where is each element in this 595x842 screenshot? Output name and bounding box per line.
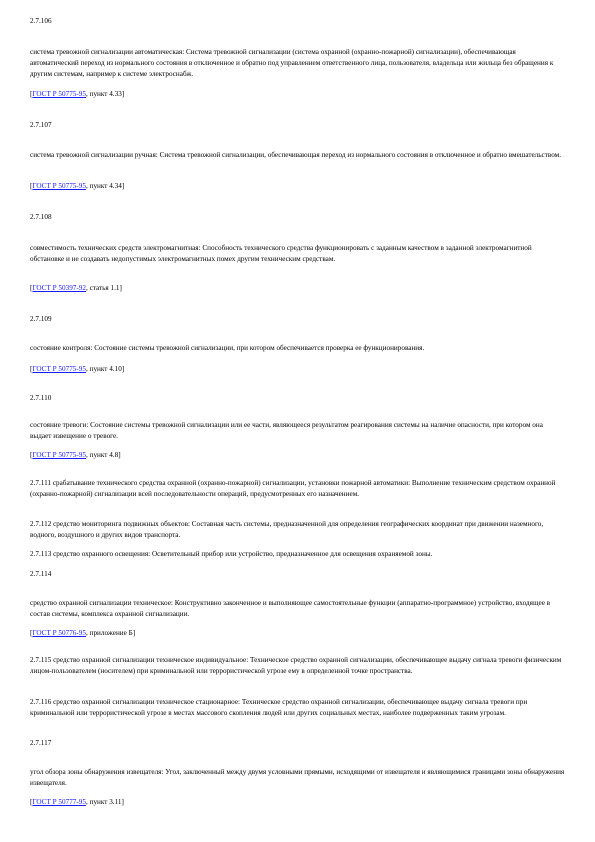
gost-link[interactable]: ГОСТ Р 50776-95 xyxy=(32,629,86,637)
reference-tail: , пункт 4.33] xyxy=(86,90,125,98)
entry-definition: 2.7.116 средство охранной сигнализации техническое стационарное: Техническое средство охранной сигнализации, обеспечивающее выдачу сигнала тревоги при криминальной или террористической угрозе в местах массового скопления людей или других социальных местах, наиболее подверженных таким угрозам. xyxy=(30,698,528,717)
reference-tail: , приложение Б] xyxy=(86,629,136,637)
reference-tail: , пункт 4.8] xyxy=(86,451,121,459)
entry-definition: состояние тревоги: Состояние системы тревожной сигнализации или ее части, являющееся результатом реагирования системы на наличие опасности, при котором она выдает извещение о тревоге. xyxy=(30,421,543,440)
entry-definition: 2.7.113 средство охранного освещения: Осветительный прибор или устройство, предназначенное для освещения охраняемой зоны. xyxy=(30,550,433,558)
reference-tail: , пункт 4.10] xyxy=(86,365,125,373)
entry-definition: система тревожной сигнализации автоматическая: Система тревожной сигнализации (система охранной (охранно-пожарной) сигнализации), обеспечивающая автоматический переход из нормального состояния в отключенное и обратно под управлением ответственного лица, пользователя, владельца или жильца без обращения к другим системам, например к системе электроснабж. xyxy=(30,48,554,78)
source-reference: [ГОСТ Р 50775-95, пункт 4.34] xyxy=(30,182,125,190)
reference-tail: , пункт 4.34] xyxy=(86,182,125,190)
source-reference: [ГОСТ Р 50777-95, пункт 3.11] xyxy=(30,798,124,806)
gost-link[interactable]: ГОСТ Р 50775-95 xyxy=(32,182,86,190)
gost-link[interactable]: ГОСТ Р 50775-95 xyxy=(32,451,86,459)
source-reference: [ГОСТ Р 50397-92, статья 1.1] xyxy=(30,284,122,292)
entry-definition: средство охранной сигнализации техническое: Конструктивно законченное и выполняющее самостоятельные функции (аппаратно-программное) устройство, входящее в состав системы, комплекса охранной сигнализации. xyxy=(30,599,551,618)
gost-link[interactable]: ГОСТ Р 50397-92 xyxy=(32,284,86,292)
entry-definition: 2.7.111 срабатывание технического средства охранной (охранно-пожарной) сигнализации, установки пожарной автоматики: Выполнение техническим средством охранной (охранно-пожарной) сигнализации всей последовательности операций, предусмотренных его назначением. xyxy=(30,479,556,498)
entry-number: 2.7.117 xyxy=(30,739,52,747)
entry-definition: система тревожной сигнализации ручная: Система тревожной сигнализации, обеспечивающая переход из нормального состояния в отключенное и обратно вмешательством. xyxy=(30,151,561,159)
entry-definition: состояние контроля: Состояние системы тревожной сигнализации, при котором обеспечивается проверка ее функционирования. xyxy=(30,344,425,352)
entry-definition: совместимость технических средств электромагнитная: Способность технического средства функционировать с заданным качеством в заданной электромагнитной обстановке и не создавать недопустимых электромагнитных помех другим техническим средствам. xyxy=(30,244,532,263)
entry-number: 2.7.106 xyxy=(30,17,52,25)
entry-definition: 2.7.112 средство мониторинга подвижных объектов: Составная часть системы, предназначенной для определения географических координат при движении наземного, водного, воздушного и других видов транспорта. xyxy=(30,520,544,539)
reference-tail: , пункт 3.11] xyxy=(86,798,124,806)
entry-number: 2.7.114 xyxy=(30,570,52,578)
entry-number: 2.7.108 xyxy=(30,213,52,221)
source-reference: [ГОСТ Р 50775-95, пункт 4.10] xyxy=(30,365,125,373)
gost-link[interactable]: ГОСТ Р 50775-95 xyxy=(32,365,86,373)
reference-tail: , статья 1.1] xyxy=(86,284,122,292)
entry-number: 2.7.110 xyxy=(30,394,52,402)
entry-number: 2.7.107 xyxy=(30,121,52,129)
entry-number: 2.7.109 xyxy=(30,315,52,323)
gost-link[interactable]: ГОСТ Р 50775-95 xyxy=(32,90,86,98)
entry-definition: угол обзора зоны обнаружения извещателя: Угол, заключенный между двумя условными прямыми, исходящими от извещателя и являющимися границами зоны обнаружения извещателя. xyxy=(30,768,565,787)
source-reference: [ГОСТ Р 50775-95, пункт 4.8] xyxy=(30,451,121,459)
entry-definition: 2.7.115 средство охранной сигнализации техническое индивидуальное: Техническое средство охранной сигнализации, обеспечивающее выдачу сигнала тревоги физическим лицом-пользователем (носителем) при криминальной или террористической угрозе ему в определенной точке пространства. xyxy=(30,656,562,675)
source-reference: [ГОСТ Р 50775-95, пункт 4.33] xyxy=(30,90,125,98)
gost-link[interactable]: ГОСТ Р 50777-95 xyxy=(32,798,86,806)
source-reference: [ГОСТ Р 50776-95, приложение Б] xyxy=(30,629,136,637)
